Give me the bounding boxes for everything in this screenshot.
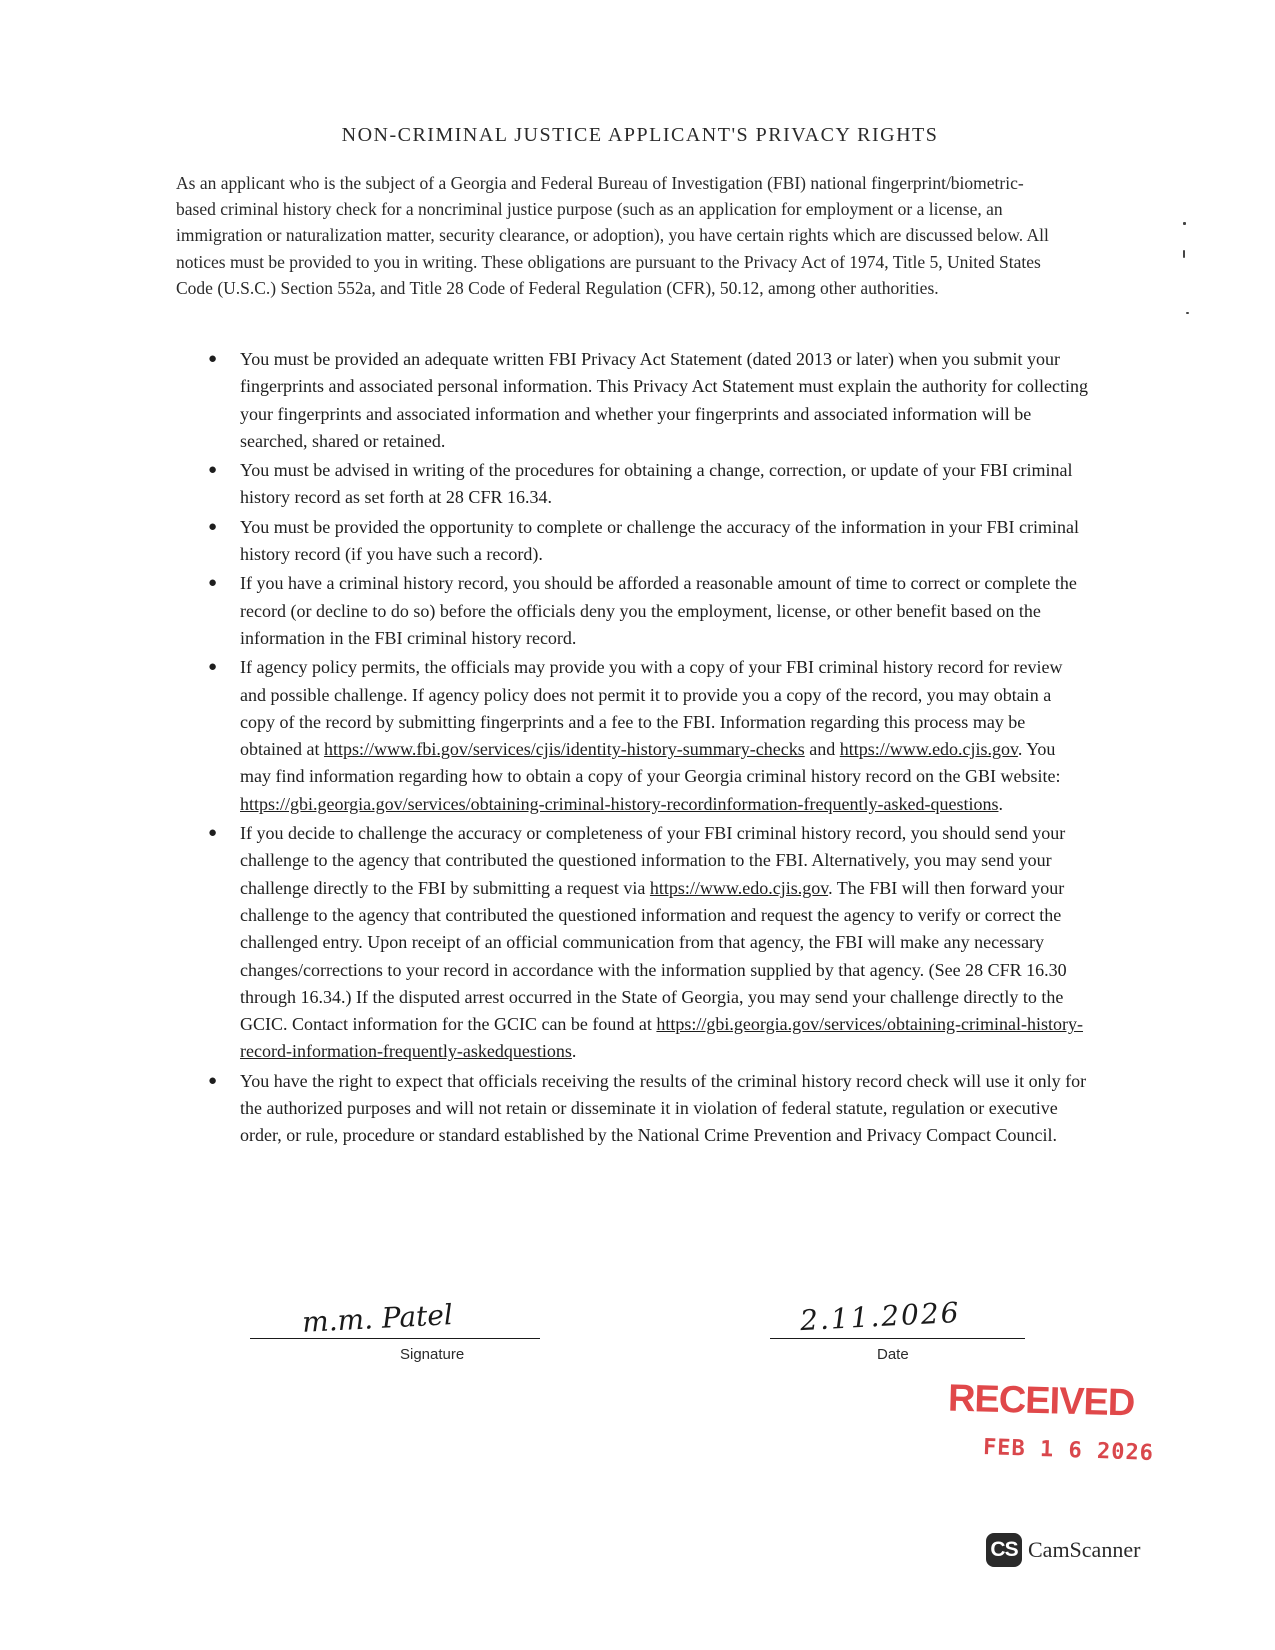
list-item-text: .	[998, 793, 1003, 814]
gbi-faq-link: https://gbi.georgia.gov/services/obtaining-criminal-history-recordinformation-frequently-asked-questions	[240, 793, 999, 814]
scan-speck	[1186, 312, 1189, 314]
list-item-text: You must be advised in writing of the procedures for obtaining a change, correction, or update of your FBI criminal history record as set forth at 28 CFR 16.34.	[240, 460, 1073, 508]
list-item-text: If agency policy permits, the officials may provide you with a copy of your FBI criminal history record for review and possible challenge. If agency policy does not permit it to provide you a copy of the record, you may obtain a copy of the record by submitting fingerprints and a fee to the FBI. Information regarding this process may be obtained at	[240, 657, 1063, 760]
list-item-text: . You may find information regarding how to obtain a copy of your Georgia criminal history record on the GBI website:	[240, 739, 1061, 787]
list-item-text: You must be provided the opportunity to complete or challenge the accuracy of the information in your FBI criminal history record (if you have such a record).	[240, 516, 1079, 565]
received-stamp-date: FEB 1 6 2026	[982, 1435, 1155, 1466]
list-item	[208, 1068, 1088, 1150]
bullet-icon: ●	[208, 518, 218, 535]
list-item-text: . The FBI will then forward your challenge to the agency that contributed the questioned information and request the agency to verify or correct the challenged entry. Upon receipt of an official communication from that agency, the FBI will make any necessary changes/corrections to your record in accordance with the information supplied by that agency. (See 28 CFR 16.30 through 16.34.) If the disputed arrest occurred in the State of Georgia, you may send your challenge directly to the GCIC. Contact information for the GCIC can be found at	[240, 877, 1067, 1035]
signature-line	[250, 1338, 540, 1339]
rights-list	[208, 346, 1088, 1152]
camscanner-logo-icon: CS	[986, 1533, 1022, 1567]
edo-cjis-link: https://www.edo.cjis.gov	[839, 739, 1018, 760]
bullet-icon: ●	[208, 1072, 218, 1089]
list-item	[208, 346, 1088, 455]
intro-paragraph: As an applicant who is the subject of a Georgia and Federal Bureau of Investigation (FBI) national fingerprint/biometric-based criminal history check for a noncriminal justice purpose (such as an application for employment or a license, an immigration or naturalization matter, security clearance, or adoption), you have certain rights which are discussed below. All notices must be provided to you in writing. These obligations are pursuant to the Privacy Act of 1974, Title 5, United States Code (U.S.C.) Section 552a, and Title 28 Code of Federal Regulation (CFR), 50.12, among other authorities.	[176, 173, 1049, 298]
edo-cjis-link: https://www.edo.cjis.gov	[649, 877, 829, 898]
date-label: Date	[877, 1346, 909, 1363]
received-stamp: RECEIVED	[947, 1377, 1135, 1425]
list-item	[208, 820, 1088, 1066]
gbi-gcic-link: https://gbi.georgia.gov/services/obtaining-criminal-history-record-information-frequently-askedquestions	[240, 1014, 1084, 1062]
date-handwriting: 2.11.2026	[799, 1295, 962, 1338]
list-item-text: You have the right to expect that officials receiving the results of the criminal history record check will use it only for the authorized purposes and will not retain or disseminate it in violation of federal statute, regulation or executive order, or rule, procedure or standard established by the National Crime Prevention and Privacy Compact Council.	[240, 1070, 1087, 1146]
list-item-text: .	[571, 1041, 577, 1062]
fbi-identity-history-link: https://www.fbi.gov/services/cjis/identity-history-summary-checks	[323, 739, 805, 760]
list-item-text: and	[804, 739, 840, 760]
bullet-icon: ●	[208, 825, 218, 842]
list-item	[208, 654, 1088, 818]
list-item-text: If you have a criminal history record, you should be afforded a reasonable amount of time to correct or complete the record (or decline to do so) before the officials deny you the employment, license, or other benefit based on the information in the FBI criminal history record.	[240, 573, 1077, 648]
date-line	[770, 1338, 1025, 1339]
document-title: NON-CRIMINAL JUSTICE APPLICANT'S PRIVACY RIGHTS	[341, 124, 939, 146]
bullet-icon: ●	[208, 351, 218, 367]
signature-section	[250, 1295, 1025, 1363]
camscanner-text: CamScanner	[1028, 1537, 1141, 1562]
scan-speck	[1183, 222, 1186, 225]
bullet-icon: ●	[208, 659, 218, 676]
list-item-text: You must be provided an adequate written FBI Privacy Act Statement (dated 2013 or later) when you submit your fingerprints and associated personal information. This Privacy Act Statement must explain the authority for collecting your fingerprints and associated information and whether your fingerprints and associated information will be searched, shared or retained.	[240, 349, 1088, 451]
list-item	[208, 514, 1088, 569]
camscanner-watermark	[986, 1533, 1140, 1567]
scan-speck	[1183, 250, 1185, 258]
bullet-icon: ●	[208, 575, 218, 592]
signature-handwriting: m.m. Patel	[301, 1298, 454, 1339]
bullet-icon: ●	[208, 462, 218, 479]
signature-label: Signature	[400, 1346, 465, 1363]
list-item	[208, 457, 1088, 512]
list-item-text: If you decide to challenge the accuracy or completeness of your FBI criminal history record, you should send your challenge to the agency that contributed the questioned information to the FBI. Alternatively, you may send your challenge directly to the FBI by submitting a request via	[240, 823, 1066, 898]
list-item	[208, 570, 1088, 652]
